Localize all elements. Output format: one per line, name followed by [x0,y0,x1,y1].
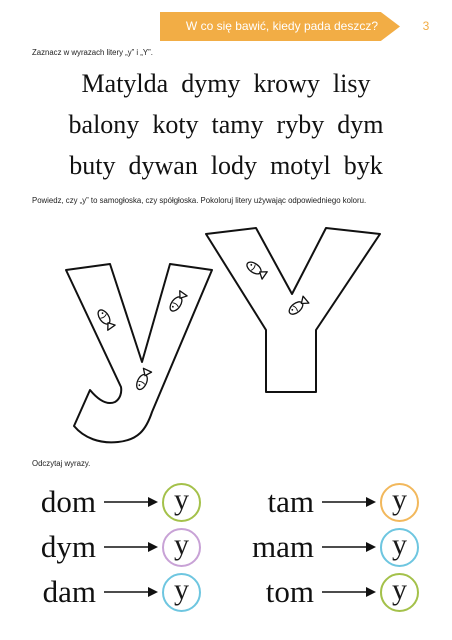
letter-circle[interactable]: y [380,573,419,612]
syllable-word: tom [265,574,314,609]
letter-circle[interactable]: y [380,528,419,567]
letter-circle[interactable]: y [162,528,201,567]
word-line-3 [0,148,452,189]
match-row [232,527,419,567]
instruction-read-words: Odczytaj wyrazy. [32,459,91,468]
word[interactable]: buty [69,151,116,180]
word-line-1 [0,66,452,107]
word[interactable]: dymy [181,69,241,98]
arrow-right-icon [104,585,158,599]
word[interactable]: ryby [276,110,325,139]
word[interactable]: dywan [128,151,198,180]
syllable-word: mam [252,529,314,564]
word[interactable]: balony [68,110,140,139]
word[interactable]: krowy [253,69,320,98]
syllable-word: dom [40,484,96,519]
word[interactable]: motyl [270,151,331,180]
word[interactable]: lisy [332,69,371,98]
arrow-right-icon [104,495,158,509]
match-row [232,482,419,522]
arrow-right-icon [322,540,376,554]
letter-circle[interactable]: y [162,573,201,612]
page-number: 3 [422,19,430,33]
word[interactable]: lody [210,151,258,180]
lowercase-y-outline[interactable] [66,264,212,442]
match-row [24,572,201,612]
word[interactable]: byk [343,151,383,180]
syllable-word: dam [42,574,96,609]
instruction-mark-letters: Zaznacz w wyrazach litery „y” i „Y”. [32,48,153,57]
arrow-right-icon [104,540,158,554]
letters-coloring-area [0,212,452,452]
word[interactable]: tamy [211,110,264,139]
instruction-color-letters: Powiedz, czy „y” to samogłoska, czy spółgłoska. Pokoloruj litery używając odpowiedniego koloru. [32,196,367,205]
match-row [24,482,201,522]
syllable-word: dym [40,529,96,564]
word-lines [0,66,452,189]
word-line-2 [0,107,452,148]
arrow-right-icon [322,585,376,599]
word[interactable]: dym [337,110,384,139]
match-row [24,527,201,567]
arrow-right-icon [322,495,376,509]
word[interactable]: koty [152,110,199,139]
syllable-word: tam [267,484,314,519]
page-title: W co się bawić, kiedy pada deszcz? [185,19,378,33]
match-row [232,572,419,612]
letter-circle[interactable]: y [162,483,201,522]
word[interactable]: Matylda [81,69,169,98]
letter-circle[interactable]: y [380,483,419,522]
